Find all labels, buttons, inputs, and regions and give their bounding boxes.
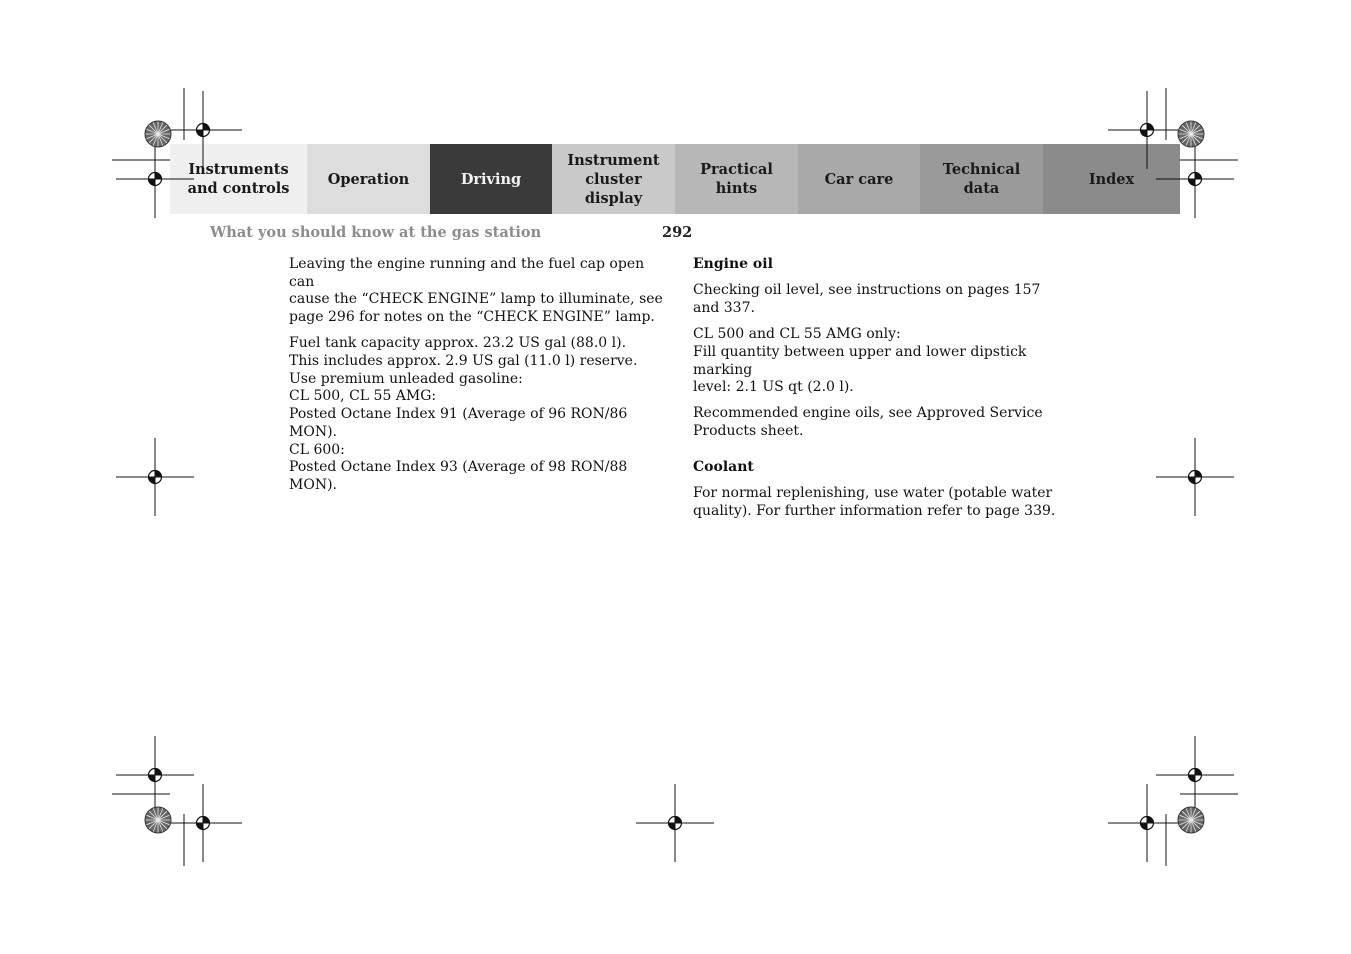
registration-mark-upper-right [1156,140,1234,218]
registration-mark-bottom-right [1108,784,1186,862]
registration-mark-middle-left [116,438,194,516]
page-number: 292 [662,224,693,241]
registration-mark-bottom-center [636,784,714,862]
tab-operation[interactable]: Operation [307,144,430,214]
tab-instrument-cluster-display[interactable]: Instrument cluster display [552,144,675,214]
registration-mark-lower-right [1156,736,1234,814]
coolant-heading: Coolant [693,458,754,475]
fuel-tank-info: Fuel tank capacity approx. 23.2 US gal (88.0 l). This includes approx. 2.9 US gal (11.0 l) reserve. Use premium unleaded gasoline: CL 500, CL 55 AMG: Posted Octane Index 91 (Average of 96 RON/86 MON). CL 600: Posted Octane Index 93 (Average of 98 RON/88 MON). [289,335,638,493]
registration-mark-lower-left [116,736,194,814]
tab-car-care[interactable]: Car care [798,144,920,214]
engine-oil-fill-text: CL 500 and CL 55 AMG only: Fill quantity between upper and lower dipstick marking level: 2.1 US qt (2.0 l). [693,326,1027,396]
tab-practical-hints[interactable]: Practical hints [675,144,798,214]
tab-index[interactable]: Index [1043,144,1180,214]
tab-driving[interactable]: Driving [430,144,552,214]
check-engine-note: Leaving the engine running and the fuel cap open can cause the “CHECK ENGINE” lamp to illuminate, see page 296 for notes on the “CHECK ENGINE” lamp. [289,256,663,326]
tab-technical-data[interactable]: Technical data [920,144,1043,214]
engine-oil-check-text: Checking oil level, see instructions on pages 157 and 337. [693,282,1041,316]
tab-instruments-and-controls[interactable]: Instruments and controls [170,144,307,214]
engine-oil-recommended-text: Recommended engine oils, see Approved Service Products sheet. [693,405,1043,440]
section-title: What you should know at the gas station [210,224,542,241]
coolant-text: For normal replenishing, use water (potable water quality). For further information refer to page 339. [693,485,1056,519]
color-target-top-right [1178,121,1204,147]
color-target-top-left [145,121,171,147]
registration-mark-top-right [1108,91,1186,169]
color-target-bottom-right [1178,807,1204,833]
color-target-bottom-left [145,807,171,833]
registration-mark-bottom-left [164,784,242,862]
trim-lines [112,88,1238,866]
registration-mark-top-left [164,91,242,169]
registration-mark-upper-left [116,140,194,218]
registration-mark-middle-right [1156,438,1234,516]
engine-oil-heading: Engine oil [693,256,773,272]
